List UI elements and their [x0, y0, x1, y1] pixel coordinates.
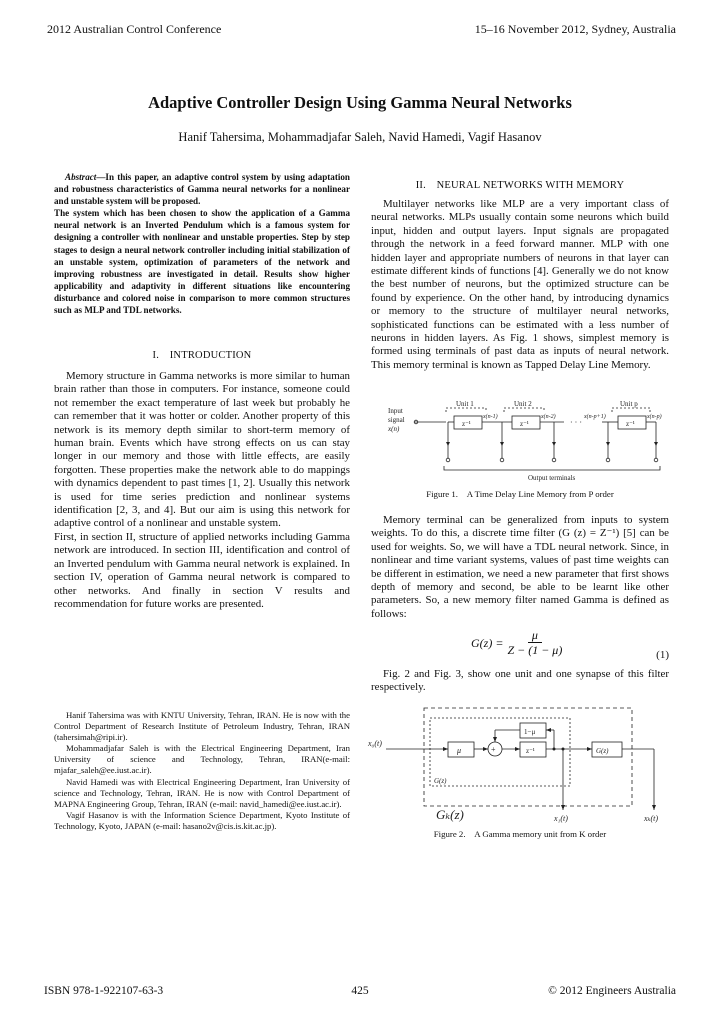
fig2-output-k: xₖ(t) [644, 814, 659, 823]
footnote-3: Navid Hamedi was with Electrical Engineering Department, Iran University of science and Technology, Tehran, IRAN. He is now with Control Department of MAPNA Engineering Group, Tehran, IRAN (e-mail: navid_hamedi@ee.iust.ac.ir). [54, 776, 350, 809]
equation-body [471, 628, 562, 658]
equation-numerator: μ [528, 628, 542, 643]
fig1-ellipsis: · · · [570, 418, 582, 427]
fig1-delay-2: z⁻¹ [520, 420, 529, 428]
fig1-input-label-1: Input [388, 407, 403, 415]
section-2-paragraph-3 [371, 668, 669, 695]
section-2-text-1: Multilayer networks like MLP are a very important class of neural networks. MLPs usually contain some neurons which build input, hidden and output layers. Input signals are propagated through the network in a feed forward manner. MLP with one hidden layer and appropriate numbers of neurons in that layer can estimate different kinds of functions [4]. Generally we do not know the best number of neurons, but the optimized structure can be found by experience. On the other hand, by introducing dynamics or memory to the structure of multilayer neural networks, sophisticated functions can be estimated with a less number of neurons in hidden layers. As Fig. 1 shows, simplest memory is formed using terminals of past data as inputs of neural network. This memory terminal is known as Tapped Delay Line Memory. [371, 198, 669, 371]
abstract-text-1: In this paper, an adaptive control system by using adaptation and robustness characteristics of Gamma neural networks for a nonlinear and unstable system will be proposed. [54, 172, 350, 207]
page-number: 425 [351, 985, 369, 997]
fig2-gz-block: G(z) [596, 747, 609, 755]
figure-2-gamma-memory-unit [366, 706, 668, 824]
equation-number: (1) [656, 649, 669, 661]
section-2-paragraph-2 [371, 514, 669, 621]
abstract-paragraph-2: The system which has been chosen to show the application of a Gamma neural network is an Inverted Pendulum which is a famous system for designing a controller with nonlinear and unstable properties. Step by step stages to design a neural network controller including initial stabilization of an unstable system, optimization of parameters of the network and improving robustness are investigated in detail. Results show higher applicability and adaptivity in different situations like encountering disturbance and colored noise in comparison to more common structures such as MLP and TDL networks. [54, 208, 350, 316]
conference-header: 2012 Australian Control Conference [47, 22, 222, 36]
copyright-footer: © 2012 Engineers Australia [548, 985, 676, 997]
section-2-heading: II. NEURAL NETWORKS WITH MEMORY [415, 180, 625, 191]
fig1-tap-2: x(n-2) [541, 414, 556, 420]
abstract [54, 171, 350, 316]
abstract-label: Abstract [65, 172, 97, 182]
section-1-heading: I. INTRODUCTION [152, 350, 252, 361]
fig1-delay-1: z⁻¹ [462, 420, 471, 428]
fig2-output-1: x₁(t) [554, 814, 568, 823]
fig1-delay-p: z⁻¹ [626, 420, 635, 428]
intro-paragraph-1: Memory structure in Gamma networks is more similar to human brain rather than those in computers. For instance, someone could not remember the exact temperature of last week but probably he can remember that it was hotter or colder. Another property of this network is its memory depth similar to short-term memory of human brain. Events which have strong effects on us can stay longer in our memory and those with little effects, are easily forgotten. These properties make the network able to do mappings with dynamics dependent to past times [1, 2]. Usually this network is used for time series prediction and nonlinear systems identification [2, 3, and 4]. But our aim is using this network for adaptive control of a nonlinear and unstable system. [54, 370, 350, 530]
section-2-paragraph-1 [371, 198, 669, 372]
fig2-summation-sign: + [491, 745, 496, 754]
section-2-text-2: Memory terminal can be generalized from inputs to system weights. To do this, a discrete time filter (G (z) = Z⁻¹) [5] can be used for weights. So, we will have a TDL neural network. Since, in nonlinear and time variant systems, values of past time weights can be different in estimation, we need a new parameter that first shows depth of memory and second, be able to be learnt like other parameters. So, a new memory filter named Gamma is defined as follows: [371, 514, 669, 620]
fig1-unit-2-label: Unit 2 [514, 400, 532, 408]
abstract-paragraph-1 [54, 171, 350, 207]
intro-paragraph-2: First, in section II, structure of applied networks including Gamma network are introduced. In section III, identification and control of an Inverted pendulum with Gamma neural network is explained. In section IV, operation of Gamma neural network is compared to other networks. And finally in section V results and recommendation for future works are presented. [54, 530, 350, 610]
fig1-unit-p-label: Unit p [620, 400, 638, 408]
fig2-one-minus-mu-block: 1−μ [524, 728, 536, 736]
fig1-tap-1: x(n-1) [483, 414, 498, 420]
section-2-text-3: Fig. 2 and Fig. 3, show one unit and one synapse of this filter respectively. [371, 668, 669, 694]
date-place-header: 15–16 November 2012, Sydney, Australia [474, 22, 676, 36]
footnote-4: Vagif Hasanov is with the Information Science Department, Kyoto Institute of Technology, Kyoto, JAPAN (e-mail: hasano2v@cis.is.kit.ac.jp). [54, 809, 350, 831]
footnote-1: Hanif Tahersima was with KNTU University, Tehran, IRAN. He is now with the Control Department of Research Institute of Petroleum Industry, Tehran, IRAN (tahersimah@ripi.ir). [54, 710, 350, 743]
equation-lhs: G(z) = [471, 635, 504, 650]
figure-1-caption: Figure 1. A Time Delay Line Memory from P order [426, 489, 614, 499]
footnote-2: Mohammadjafar Saleh is with the Electrical Engineering Department, Iran University of science and Technology, Tehran, IRAN(e-mail: mjafar_saleh@ee.iust.ac.ir). [54, 743, 350, 776]
abstract-dash: — [96, 172, 106, 182]
author-list: Hanif Tahersima, Mohammadjafar Saleh, Navid Hamedi, Vagif Hasanov [178, 130, 542, 144]
figure-2-caption: Figure 2. A Gamma memory unit from K order [433, 829, 607, 839]
fig2-mu-block: μ [457, 746, 462, 755]
author-footnotes [54, 710, 350, 832]
isbn-footer: ISBN 978-1-922107-63-3 [44, 985, 164, 997]
fig1-tap-4: x(n-p) [647, 414, 662, 420]
fig1-output-label: Output terminals [528, 474, 576, 482]
fig1-input-label-2: signal [388, 416, 405, 424]
fig1-input-label-3: x(n) [388, 425, 400, 433]
fig1-unit-1-label: Unit 1 [456, 400, 474, 408]
paper-title: Adaptive Controller Design Using Gamma Neural Networks [148, 93, 572, 112]
fig2-inner-label: G(z) [434, 777, 447, 785]
fig1-tap-3: x(n-p+1) [584, 414, 606, 420]
fig2-outer-label: Gₖ(z) [436, 807, 464, 822]
equation-denominator: Z − (1 − μ) [507, 643, 563, 657]
fig2-zinv-block: z⁻¹ [526, 747, 535, 755]
fig2-input-label: x₀(t) [368, 739, 382, 748]
figure-1-tapped-delay-line [386, 398, 666, 484]
equation-fraction [507, 628, 562, 658]
equation-1 [371, 626, 669, 662]
introduction-body [54, 370, 350, 611]
